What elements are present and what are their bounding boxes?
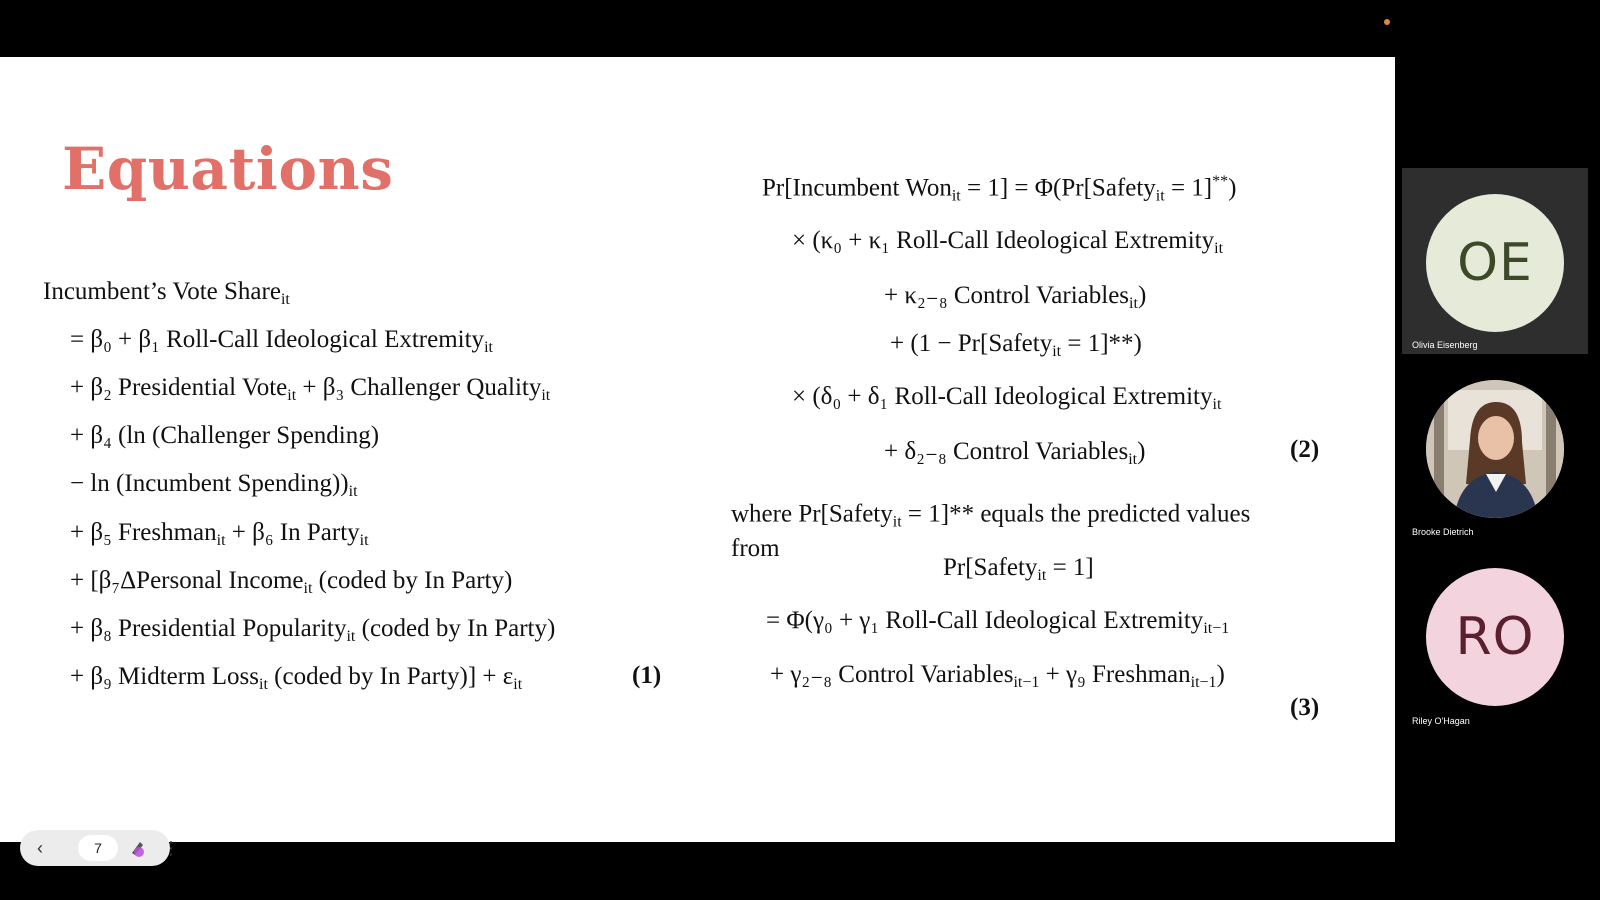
eq2-line-2: × (κ₀ + κ₁ Roll-Call Ideological Extremity$_{it}$ [792, 227, 1224, 257]
person-photo-icon [1426, 380, 1564, 518]
eq2-line-3: + κ₂₋₈ Control Variables$_{it}$) [884, 282, 1147, 312]
previous-slide-button[interactable]: ‹ [37, 838, 43, 858]
eq3-number: (3) [1290, 694, 1320, 721]
page-number[interactable]: 7 [78, 835, 118, 861]
eq2-line-4: + (1 − Pr[Safety$_{it}$ = 1]**) [890, 330, 1142, 360]
eq1-number: (1) [632, 662, 662, 689]
presentation-slide [0, 57, 1395, 842]
participant-name: Riley O'Hagan [1412, 716, 1470, 726]
participant-tile-olivia[interactable] [1402, 168, 1588, 354]
eq1-line-2: + β₂ Presidential Vote$_{it}$ + β₃ Challenger Quality$_{it}$ [70, 374, 551, 404]
more-options-icon[interactable]: ⋮ [162, 838, 180, 858]
eq1-line-5: + β₅ Freshman$_{it}$ + β₆ In Party$_{it}$ [70, 519, 369, 549]
eq1-line-3: + β₄ (ln (Challenger Spending) [70, 422, 380, 449]
avatar-initials-ro: RO [1426, 568, 1564, 706]
participant-name: Brooke Dietrich [1412, 527, 1474, 537]
eq1-line-4: − ln (Incumbent $Spending))_{it}$ [70, 470, 358, 500]
eq2-line-6: + δ₂₋₈ Control Variables$_{it}$) [884, 438, 1146, 468]
avatar-initials-oe: OE [1426, 194, 1564, 332]
eq3-line-3: + γ₂₋₈ Control Variables$_{it-1}$ + γ₉ Freshman$_{it-1}$) [770, 661, 1225, 691]
eq2-number: (2) [1290, 436, 1320, 463]
participant-photo-brooke [1426, 380, 1564, 518]
participant-name: Olivia Eisenberg [1412, 340, 1478, 350]
recording-indicator-dot [1384, 19, 1390, 25]
pen-tool-icon[interactable] [128, 838, 148, 858]
eq1-line-7: + β₈ Presidential Popularity$_{it}$ (coded by In Party) [70, 615, 556, 645]
slide-pager-toolbar [20, 830, 180, 866]
eq1-line-8: + β₉ Midterm Loss$_{it}$ (coded by In Party)] + $\varepsilon_{it}$ [70, 663, 523, 693]
eq2-line-5: × (δ₀ + δ₁ Roll-Call Ideological Extremity$_{it}$ [792, 383, 1222, 413]
eq1-line-1: = β₀ + β₁ Roll-Call Ideological Extremity$_{it}$ [70, 326, 493, 356]
eq1-line-0: Incumbent’s Vote Share$_{it}$ [43, 278, 290, 308]
eq3-line-1: Pr[Safety$_{it}$ = 1] [943, 554, 1094, 584]
eq1-line-6: + [β₇ΔPersonal Income$_{it}$ (coded by In Party) [70, 567, 513, 597]
eq3-line-2: = Φ(γ₀ + γ₁ Roll-Call Ideological Extremity$_{it-1}$ [766, 607, 1230, 637]
slide-title: Equations [62, 135, 394, 203]
equation-note: where Pr[Safety$_{it}$ = 1]** equals the predicted valuesfrom [731, 500, 1251, 563]
eq2-line-1: Pr[Incumbent Won$_{it}$ = 1] = Φ(Pr[Safety$_{it}$ = 1]**) [762, 173, 1237, 205]
